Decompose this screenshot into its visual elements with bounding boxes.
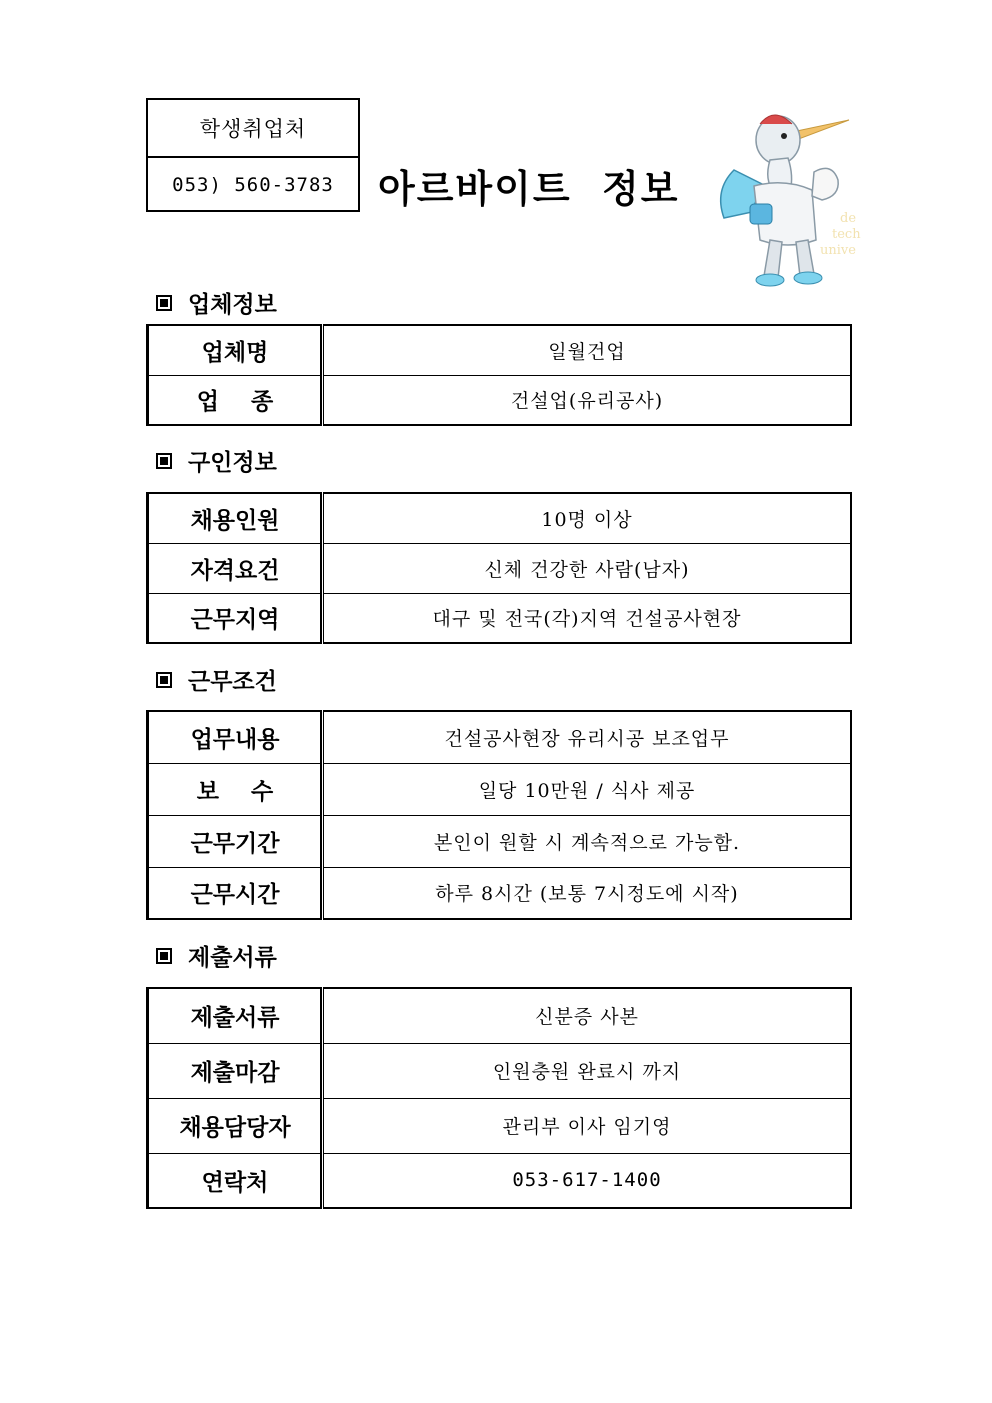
table-row <box>148 493 852 543</box>
row-value: 하루 8시간 (보통 7시정도에 시작) <box>323 867 852 919</box>
row-value: 053-617-1400 <box>323 1153 852 1208</box>
documents-info-table <box>146 987 852 1209</box>
row-label: 제출서류 <box>148 988 323 1043</box>
square-bullet-icon <box>156 948 172 964</box>
recruit-info-table <box>146 492 852 644</box>
row-label: 근무기간 <box>148 815 323 867</box>
row-label: 보 수 <box>148 763 323 815</box>
office-phone: 053) 560-3783 <box>172 174 334 196</box>
row-label: 업무내용 <box>148 711 323 763</box>
section-heading-label: 업체정보 <box>188 292 277 318</box>
table-row <box>148 763 852 815</box>
row-label: 채용인원 <box>148 493 323 543</box>
row-value: 대구 및 전국(각)지역 건설공사현장 <box>323 593 852 643</box>
watermark-line-1: de <box>840 211 857 226</box>
table-row <box>148 1098 852 1153</box>
crane-mascot-icon <box>704 100 861 290</box>
page-title: 아르바이트 정보 <box>378 167 680 211</box>
square-bullet-icon <box>156 672 172 688</box>
table-row <box>148 815 852 867</box>
table-row <box>148 325 852 375</box>
row-value: 10명 이상 <box>323 493 852 543</box>
row-value: 일당 10만원 / 식사 제공 <box>323 763 852 815</box>
row-value: 건설업(유리공사) <box>323 375 852 425</box>
square-bullet-icon <box>156 453 172 469</box>
section-heading-recruit <box>156 444 277 477</box>
contact-box <box>146 98 360 212</box>
row-label: 연락처 <box>148 1153 323 1208</box>
table-row <box>148 867 852 919</box>
row-value: 관리부 이사 임기영 <box>323 1098 852 1153</box>
table-row <box>148 593 852 643</box>
row-value: 일월건업 <box>323 325 852 375</box>
row-value: 인원충원 완료시 까지 <box>323 1043 852 1098</box>
row-value: 신체 건강한 사람(남자) <box>323 543 852 593</box>
table-row <box>148 543 852 593</box>
section-heading-documents <box>156 939 277 972</box>
watermark-line-3: unive <box>820 243 856 258</box>
company-info-table <box>146 324 852 426</box>
table-row <box>148 375 852 425</box>
conditions-info-table <box>146 710 852 920</box>
row-value: 신분증 사본 <box>323 988 852 1043</box>
row-label: 채용담당자 <box>148 1098 323 1153</box>
square-bullet-icon <box>156 295 172 311</box>
section-heading-conditions <box>156 663 277 696</box>
row-label: 제출마감 <box>148 1043 323 1098</box>
table-row <box>148 1043 852 1098</box>
row-label: 업 종 <box>148 375 323 425</box>
table-row <box>148 988 852 1043</box>
row-label: 근무시간 <box>148 867 323 919</box>
office-label: 학생취업처 <box>199 117 307 141</box>
section-heading-label: 구인정보 <box>188 450 277 476</box>
office-phone-cell <box>148 156 358 212</box>
section-heading-label: 제출서류 <box>188 945 277 971</box>
watermark-line-2: tech <box>832 227 861 242</box>
row-value: 건설공사현장 유리시공 보조업무 <box>323 711 852 763</box>
row-value: 본인이 원할 시 계속적으로 가능함. <box>323 815 852 867</box>
table-row <box>148 1153 852 1208</box>
section-heading-label: 근무조건 <box>188 669 277 695</box>
row-label: 자격요건 <box>148 543 323 593</box>
section-heading-company <box>156 286 277 319</box>
office-label-cell <box>148 100 358 156</box>
row-label: 업체명 <box>148 325 323 375</box>
row-label: 근무지역 <box>148 593 323 643</box>
table-row <box>148 711 852 763</box>
